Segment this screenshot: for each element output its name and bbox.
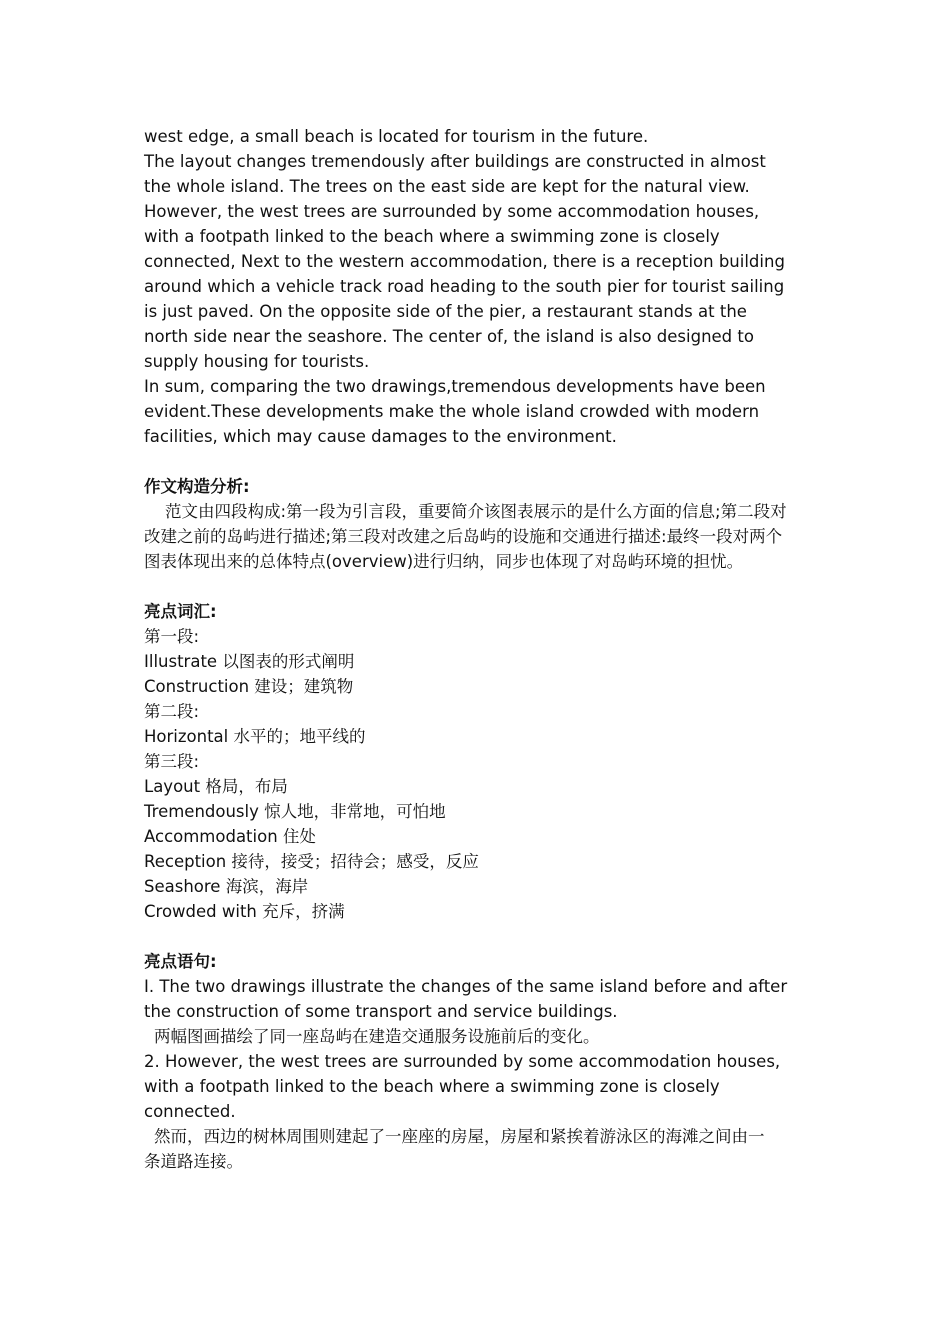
text-line: is just paved. On the opposite side of the pier, a restaurant stands at the bbox=[144, 302, 747, 321]
text-line: connected. bbox=[144, 1102, 236, 1121]
text-line: In sum, comparing the two drawings,tremendous developments have been bbox=[144, 377, 766, 396]
text-line: 改建之前的岛屿进行描述;第三段对改建之后岛屿的设施和交通进行描述:最终一段对两个 bbox=[144, 527, 783, 546]
spacer bbox=[144, 924, 814, 949]
document-page bbox=[144, 124, 814, 1174]
translation-line: 两幅图画描绘了同一座岛屿在建造交通服务设施前后的变化。 bbox=[154, 1027, 600, 1046]
text-line: evident.These developments make the whole island crowded with modern bbox=[144, 402, 760, 421]
vocab-item: Illustrate 以图表的形式阐明 bbox=[144, 652, 355, 671]
analysis-heading: 作文构造分析: bbox=[144, 477, 250, 496]
vocab-item: Layout 格局，布局 bbox=[144, 777, 288, 796]
translation-line: 然而，西边的树林周围则建起了一座座的房屋，房屋和紧挨着游泳区的海滩之间由一 bbox=[154, 1127, 765, 1146]
text-line: I. The two drawings illustrate the changes of the same island before and after bbox=[144, 977, 788, 996]
essay-paragraph-2-tail: west edge, a small beach is located for tourism in the future. bbox=[144, 127, 649, 146]
text-line: The layout changes tremendously after buildings are constructed in almost bbox=[144, 152, 766, 171]
text-line: the whole island. The trees on the east side are kept for the natural view. bbox=[144, 177, 750, 196]
text-line: 范文由四段构成:第一段为引言段，重要简介该图表展示的是什么方面的信息;第二段对 bbox=[165, 502, 787, 521]
text-line: facilities, which may cause damages to the environment. bbox=[144, 427, 617, 446]
vocab-item: 第一段: bbox=[144, 627, 200, 646]
text-line: around which a vehicle track road heading to the south pier for tourist sailing bbox=[144, 277, 785, 296]
sentences-section bbox=[144, 949, 814, 1174]
text-line: the construction of some transport and service buildings. bbox=[144, 1002, 618, 1021]
text-line: north side near the seashore. The center of, the island is also designed to bbox=[144, 327, 754, 346]
vocab-item: Accommodation 住处 bbox=[144, 827, 316, 846]
text-line: However, the west trees are surrounded by some accommodation houses, bbox=[144, 202, 760, 221]
vocab-heading: 亮点词汇: bbox=[144, 602, 217, 621]
vocab-item: Construction 建设；建筑物 bbox=[144, 677, 354, 696]
essay-paragraph-4 bbox=[144, 374, 814, 449]
essay-paragraph-3 bbox=[144, 149, 814, 374]
text-line: 2. However, the west trees are surrounded by some accommodation houses, bbox=[144, 1052, 781, 1071]
text-line: 图表体现出来的总体特点(overview)进行归纳，同步也体现了对岛屿环境的担忧。 bbox=[144, 552, 744, 571]
vocab-item: Tremendously 惊人地，非常地，可怕地 bbox=[144, 802, 446, 821]
spacer bbox=[144, 449, 814, 474]
translation-line: 条道路连接。 bbox=[144, 1152, 243, 1171]
vocab-item: 第二段: bbox=[144, 702, 200, 721]
vocab-item: Seashore 海滨，海岸 bbox=[144, 877, 309, 896]
vocab-item: Crowded with 充斥，挤满 bbox=[144, 902, 345, 921]
text-line: supply housing for tourists. bbox=[144, 352, 370, 371]
vocab-item: Reception 接待，接受；招待会；感受，反应 bbox=[144, 852, 479, 871]
spacer bbox=[144, 574, 814, 599]
sentences-heading: 亮点语句: bbox=[144, 952, 217, 971]
vocab-section bbox=[144, 599, 814, 924]
text-line: with a footpath linked to the beach where a swimming zone is closely bbox=[144, 1077, 720, 1096]
analysis-section bbox=[144, 474, 814, 574]
text-line: connected, Next to the western accommodation, there is a reception building bbox=[144, 252, 785, 271]
vocab-item: 第三段: bbox=[144, 752, 200, 771]
vocab-item: Horizontal 水平的；地平线的 bbox=[144, 727, 366, 746]
text-line: with a footpath linked to the beach where a swimming zone is closely bbox=[144, 227, 720, 246]
